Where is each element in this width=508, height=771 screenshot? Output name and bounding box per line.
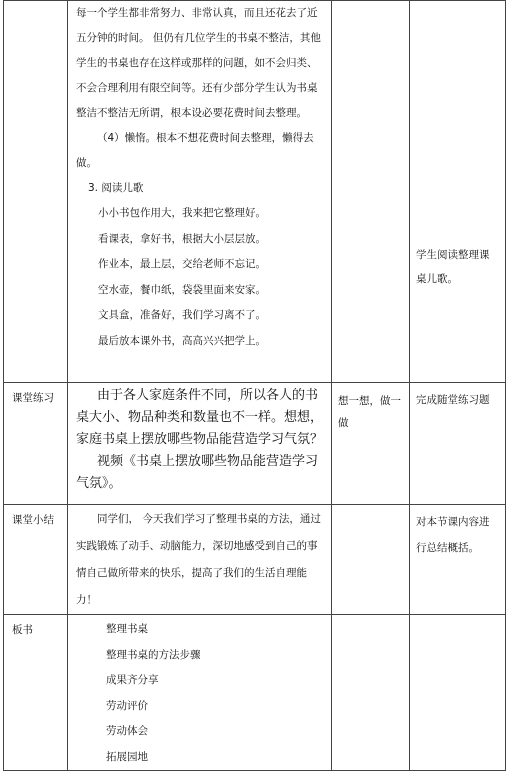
- activity-content-cell: [68, 1, 332, 383]
- board-line: 整理书桌: [106, 623, 148, 635]
- poem-line: 文具盒，准备好，我们学习离不了。: [98, 309, 266, 321]
- activity-row: [4, 1, 506, 383]
- board-purpose-cell: [410, 615, 506, 771]
- practice-row: [4, 383, 506, 505]
- activity-purpose-cell: [410, 1, 506, 383]
- activity-item-4: （4）懒惰。根本不想花费时间去整理，懒得去做。: [76, 132, 314, 169]
- board-activity-cell: [332, 615, 410, 771]
- summary-activity-cell: [332, 505, 410, 615]
- poem: [76, 201, 325, 354]
- board-line: 劳动评价: [106, 699, 148, 712]
- poem-line: 小小书包作用大，我来把它整理好。: [98, 207, 266, 219]
- practice-label: 课堂练习: [4, 383, 68, 505]
- board-label: 板书: [4, 615, 68, 771]
- activity-paragraph: 每一个学生都非常努力、非常认真，而且还花去了近五分钟的时间。 但仍有几位学生的书桌不整洁，其他学生的书桌也存在这样或那样的问题，如不会归类、不会合理利用有限空间等。还有少部分学生认为书桌整洁不整洁无所谓，根本设必要花费时间去整理。: [76, 7, 321, 119]
- summary-purpose-cell: 对本节课内容进行总结概括。: [410, 505, 506, 615]
- summary-row: [4, 505, 506, 615]
- poem-line: 最后放本课外书，高高兴兴把学上。: [98, 334, 266, 347]
- poem-line: 空水壶，餐巾纸，袋袋里面来安家。: [98, 283, 266, 296]
- practice-text: 由于各人家庭条件不同，所以各人的书桌大小、物品种类和数量也不一样。想想，家庭书桌上摆放哪些物品能营造学习气氛？: [76, 388, 324, 447]
- board-line: 成果齐分享: [106, 674, 159, 686]
- practice-content-cell: [68, 383, 332, 505]
- board-row: [4, 615, 506, 771]
- activity-student-cell: [332, 1, 410, 383]
- practice-activity-cell: 想一想，做一做: [332, 383, 410, 505]
- board-line: 劳动体会: [106, 725, 148, 737]
- summary-content-cell: [68, 505, 332, 615]
- board-content-cell: [68, 615, 332, 771]
- activity-purpose-text: 学生阅读整理课桌儿歌。: [416, 248, 490, 285]
- activity-label-cell: [4, 1, 68, 383]
- poem-line: 作业本，最上层，交给老师不忘记。: [98, 258, 266, 270]
- board-line: 整理书桌的方法步骤: [106, 648, 201, 661]
- board-line: 拓展园地: [106, 750, 148, 763]
- summary-label: 课堂小结: [4, 505, 68, 615]
- practice-video: 视频《书桌上摆放哪些物品能营造学习气氛》。: [76, 454, 319, 491]
- lesson-plan-table: [3, 0, 506, 771]
- activity-heading: 3. 阅读儿歌: [88, 182, 144, 194]
- practice-purpose-cell: 完成随堂练习题: [410, 383, 506, 505]
- poem-line: 看课表，拿好书，根据大小层层放。: [98, 232, 266, 245]
- summary-text: 同学们， 今天我们学习了整理书桌的方法，通过实践锻炼了动手、动脑能力，深切地感受到自己的事情自己做所带来的快乐，提高了我们的生活自理能力！: [76, 513, 321, 606]
